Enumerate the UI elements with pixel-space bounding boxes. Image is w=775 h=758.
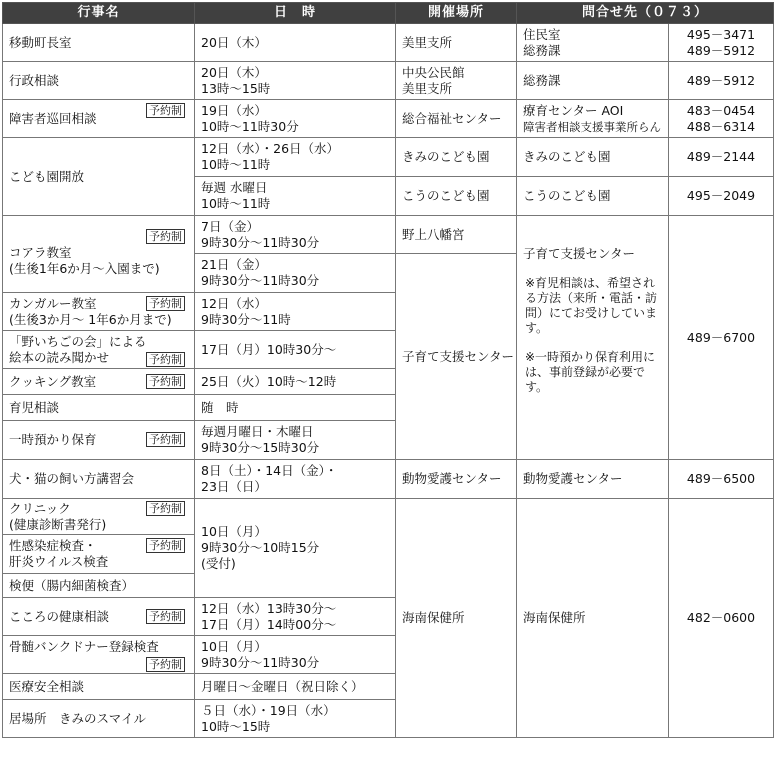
event-date: 20日（木） xyxy=(195,24,396,62)
header-row xyxy=(3,3,774,24)
contact-name xyxy=(517,24,669,62)
event-name xyxy=(3,499,195,535)
event-date xyxy=(195,700,396,738)
event-venue xyxy=(396,62,517,100)
event-venue: 総合福祉センター xyxy=(396,100,517,138)
event-venue: 海南保健所 xyxy=(396,499,517,738)
event-date: 月曜日～金曜日（祝日除く） xyxy=(195,674,396,700)
header-venue: 開催場所 xyxy=(396,3,517,24)
contact-phone: 489－2144 xyxy=(669,138,774,177)
contact-phone: 489－6700 xyxy=(669,216,774,460)
date-line: 12日（水）・26日（水） xyxy=(201,141,340,156)
contact-line: 障害者相談支援事業所らん xyxy=(523,119,661,134)
phone-line: 495－3471 xyxy=(686,26,756,42)
contact-phone: 489－6500 xyxy=(669,460,774,499)
event-date xyxy=(195,216,396,254)
date-line: 9時30分～11時30分 xyxy=(201,654,320,670)
event-name: 犬・猫の飼い方講習会 xyxy=(3,460,195,499)
date-line: 9時30分～11時30分 xyxy=(201,273,320,288)
contact-title: 子育て支援センター xyxy=(523,246,636,261)
table-row xyxy=(3,138,774,177)
event-date xyxy=(195,421,396,460)
event-name xyxy=(3,598,195,636)
event-date xyxy=(195,293,396,331)
header-date: 日 時 xyxy=(195,3,396,24)
contact-name xyxy=(517,100,669,138)
event-label: (生後3か月～ 1年6か月まで) xyxy=(9,311,172,327)
reservation-badge: 予約制 xyxy=(146,296,185,311)
table-row xyxy=(3,62,774,100)
contact-name: 動物愛護センター xyxy=(517,460,669,499)
event-name: 医療安全相談 xyxy=(3,674,195,700)
event-date xyxy=(195,636,396,674)
event-venue: 子育て支援センター xyxy=(396,254,517,460)
contact-phone: 489－5912 xyxy=(669,62,774,100)
date-line: 9時30分～11時 xyxy=(201,311,291,327)
date-line: 10時～15時 xyxy=(201,718,271,734)
date-line: 10日（月） xyxy=(201,638,267,654)
event-name xyxy=(3,331,195,369)
contact-name: 海南保健所 xyxy=(517,499,669,738)
contact-name: 総務課 xyxy=(517,62,669,100)
event-label: 絵本の読み聞かせ xyxy=(9,349,110,365)
date-line: 12日（水）13時30分～ xyxy=(201,600,337,616)
venue-line: 美里支所 xyxy=(402,80,453,96)
contact-line: 総務課 xyxy=(523,42,561,58)
contact-line: 住民室 xyxy=(523,26,561,42)
event-label: 障害者巡回相談 xyxy=(9,110,97,126)
event-label: 肝炎ウイルス検査 xyxy=(9,554,109,569)
venue-line: 中央公民館 xyxy=(402,64,465,80)
date-line: 10時～11時 xyxy=(201,196,271,211)
event-name xyxy=(3,535,195,574)
phone-line: 489－5912 xyxy=(686,42,756,58)
date-line: 7日（金） xyxy=(201,218,259,234)
event-venue: 野上八幡宮 xyxy=(396,216,517,254)
event-venue: 美里支所 xyxy=(396,24,517,62)
event-date: 17日（月）10時30分～ xyxy=(195,331,396,369)
phone-line: 483－0454 xyxy=(686,102,756,118)
event-date xyxy=(195,138,396,177)
event-label: クッキング教室 xyxy=(9,373,97,389)
event-label: (生後1年6か月～入園まで) xyxy=(9,261,160,276)
reservation-badge: 予約制 xyxy=(146,432,185,447)
contact-name xyxy=(517,216,669,460)
event-label: カンガルー教室 xyxy=(9,295,97,311)
date-line: 17日（月）14時00分～ xyxy=(201,616,337,632)
event-name: 検便（腸内細菌検査） xyxy=(3,574,195,598)
reservation-badge: 予約制 xyxy=(146,538,185,553)
event-date xyxy=(195,254,396,293)
date-line: 10時～11時 xyxy=(201,157,271,172)
event-name: こども園開放 xyxy=(3,138,195,216)
event-name xyxy=(3,421,195,460)
date-line: (受付) xyxy=(201,556,236,571)
event-name: 育児相談 xyxy=(3,395,195,421)
date-line: 9時30分～15時30分 xyxy=(201,440,320,455)
table-row xyxy=(3,100,774,138)
event-date xyxy=(195,460,396,499)
event-name xyxy=(3,293,195,331)
date-line: 21日（金） xyxy=(201,257,267,272)
reservation-badge: 予約制 xyxy=(146,609,185,624)
table-row xyxy=(3,499,774,535)
date-line: 10日（月） xyxy=(201,524,267,539)
date-line: 20日（木） xyxy=(201,64,267,80)
event-date: 25日（火）10時～12時 xyxy=(195,369,396,395)
contact-phone: 495－2049 xyxy=(669,177,774,216)
event-date: 随 時 xyxy=(195,395,396,421)
event-name: 居場所 きみのスマイル xyxy=(3,700,195,738)
event-venue: こうのこども園 xyxy=(396,177,517,216)
reservation-badge: 予約制 xyxy=(146,103,185,118)
event-name xyxy=(3,216,195,293)
event-label: 一時預かり保育 xyxy=(9,432,97,447)
event-date xyxy=(195,62,396,100)
reservation-badge: 予約制 xyxy=(146,657,185,672)
date-line: 毎週月曜日・木曜日 xyxy=(201,424,314,439)
event-label: (健康診断書発行) xyxy=(9,516,107,532)
date-line: 12日（水） xyxy=(201,295,267,311)
event-venue: きみのこども園 xyxy=(396,138,517,177)
event-name: 行政相談 xyxy=(3,62,195,100)
event-label: コアラ教室 xyxy=(9,245,72,260)
event-name: 移動町長室 xyxy=(3,24,195,62)
table-row xyxy=(3,24,774,62)
event-label: こころの健康相談 xyxy=(9,608,110,624)
date-line: 23日（日） xyxy=(201,479,267,494)
date-line: ５日（水）・19日（水） xyxy=(201,702,336,718)
event-name xyxy=(3,369,195,395)
event-date xyxy=(195,499,396,598)
contact-name: きみのこども園 xyxy=(517,138,669,177)
contact-phone xyxy=(669,100,774,138)
reservation-badge: 予約制 xyxy=(146,501,185,516)
date-line: 13時～15時 xyxy=(201,80,271,96)
contact-line: 療育センター AOI xyxy=(523,102,624,118)
date-line: 8日（土）・14日（金）・ xyxy=(201,463,338,478)
date-line: 毎週 水曜日 xyxy=(201,180,268,195)
date-line: 9時30分～10時15分 xyxy=(201,540,320,555)
contact-phone: 482－0600 xyxy=(669,499,774,738)
event-date xyxy=(195,598,396,636)
date-line: 19日（水） xyxy=(201,102,267,118)
event-date xyxy=(195,100,396,138)
contact-phone xyxy=(669,24,774,62)
reservation-badge: 予約制 xyxy=(146,352,185,367)
reservation-badge: 予約制 xyxy=(146,229,185,244)
event-date xyxy=(195,177,396,216)
event-label: クリニック xyxy=(9,500,71,516)
reservation-badge: 予約制 xyxy=(146,374,185,389)
event-label: 性感染症検査・ xyxy=(9,538,97,553)
date-line: 10時～11時30分 xyxy=(201,118,299,134)
header-contact: 問合せ先（０７３） xyxy=(517,3,774,24)
note-consult: ※育児相談は、希望される方法（来所・電話・訪問）にてお受けしています。 xyxy=(525,276,658,335)
date-line: 9時30分～11時30分 xyxy=(201,234,320,250)
event-label: 「野いちごの会」による xyxy=(9,333,147,349)
table-row xyxy=(3,460,774,499)
table-row xyxy=(3,216,774,254)
header-event: 行事名 xyxy=(3,3,195,24)
event-name xyxy=(3,636,195,674)
event-name xyxy=(3,100,195,138)
event-label: 骨髄バンクドナー登録検査 xyxy=(9,638,159,654)
schedule-table xyxy=(2,2,774,738)
contact-name: こうのこども園 xyxy=(517,177,669,216)
event-venue: 動物愛護センター xyxy=(396,460,517,499)
note-childcare: ※一時預かり保育利用には、事前登録が必要です。 xyxy=(525,350,656,394)
phone-line: 488－6314 xyxy=(686,118,756,134)
